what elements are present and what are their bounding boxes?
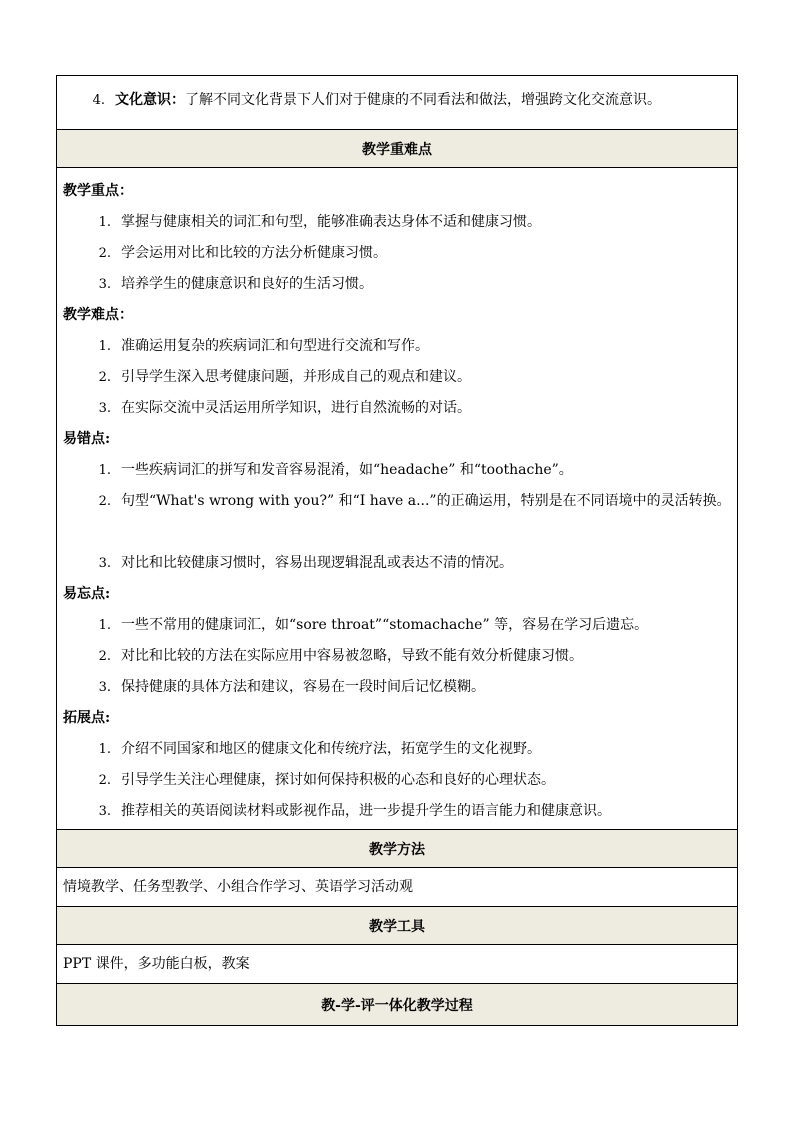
section-header-process: 教-学-评一体化教学过程: [56, 984, 738, 1026]
focus-title: 教学重点：: [63, 183, 133, 199]
list-item: 2. 引导学生深入思考健康问题，并形成自己的观点和建议。: [98, 369, 471, 385]
key-points-body: [56, 168, 738, 830]
extension-title: 拓展点:: [63, 710, 111, 726]
culture-label: 文化意识：: [115, 92, 185, 108]
list-item: 3. 在实际交流中灵活运用所学知识，进行自然流畅的对话。: [98, 400, 471, 416]
tools-text: PPT 课件，多功能白板，教案: [56, 945, 738, 984]
list-item: 3. 培养学生的健康意识和良好的生活习惯。: [98, 276, 373, 292]
list-item: 2. 句型“What's wrong with you?” 和“I have a...”的正确运用，特别是在不同语境中的灵活转换。: [98, 493, 731, 509]
culture-row: [56, 75, 738, 130]
lesson-plan-table: [56, 75, 738, 1026]
list-item: 3. 保持健康的具体方法和建议，容易在一段时间后记忆模糊。: [98, 679, 485, 695]
culture-item: [57, 85, 737, 116]
section-header-methods: 教学方法: [56, 830, 738, 868]
list-item: 1. 一些疾病词汇的拼写和发音容易混淆，如“headache” 和“toothache”。: [98, 462, 573, 478]
list-item: 1. 掌握与健康相关的词汇和句型，能够准确表达身体不适和健康习惯。: [98, 214, 541, 230]
list-item: 1. 介绍不同国家和地区的健康文化和传统疗法，拓宽学生的文化视野。: [98, 741, 541, 757]
methods-text: 情境教学、任务型教学、小组合作学习、英语学习活动观: [56, 868, 738, 907]
forgettable-title: 易忘点:: [63, 586, 111, 602]
item-number: 4.: [92, 93, 105, 108]
list-item: 2. 对比和比较的方法在实际应用中容易被忽略，导致不能有效分析健康习惯。: [98, 648, 583, 664]
section-header-tools: 教学工具: [56, 907, 738, 945]
difficulty-title: 教学难点：: [63, 307, 133, 323]
section-header-key-points: 教学重难点: [56, 130, 738, 168]
list-item: 2. 学会运用对比和比较的方法分析健康习惯。: [98, 245, 387, 261]
culture-text: 了解不同文化背景下人们对于健康的不同看法和做法，增强跨文化交流意识。: [185, 92, 661, 108]
error-prone-title: 易错点:: [63, 431, 111, 447]
list-item: 3. 对比和比较健康习惯时，容易出现逻辑混乱或表达不清的情况。: [98, 555, 513, 571]
list-item: 3. 推荐相关的英语阅读材料或影视作品，进一步提升学生的语言能力和健康意识。: [98, 803, 611, 819]
list-item: 1. 一些不常用的健康词汇，如“sore throat”“stomachache” 等，容易在学习后遗忘。: [98, 617, 649, 633]
list-item: 2. 引导学生关注心理健康，探讨如何保持积极的心态和良好的心理状态。: [98, 772, 555, 788]
list-item: 1. 准确运用复杂的疾病词汇和句型进行交流和写作。: [98, 338, 429, 354]
